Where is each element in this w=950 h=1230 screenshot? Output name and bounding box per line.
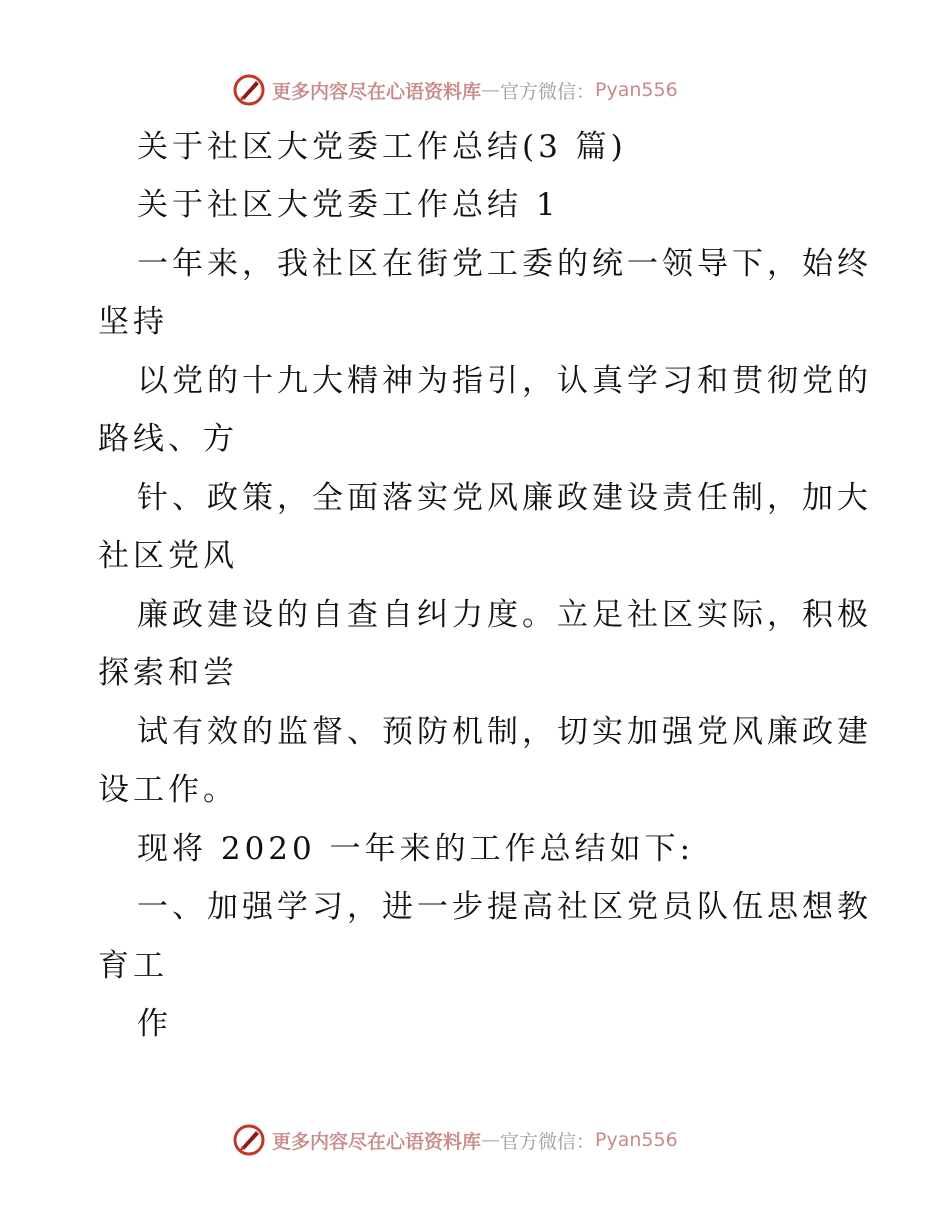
watermark-wechat-label: 官方微信： [500, 80, 596, 103]
document-title: 关于社区大党委工作总结(3 篇) [137, 129, 627, 165]
watermark-main-text: 更多内容尽在心语资料库 [272, 1130, 482, 1153]
paragraph-line: 一、加强学习，进一步提高社区党员队伍思想教 [137, 889, 872, 925]
paragraph-line: 一年来，我社区在街党工委的统一领导下，始终 [137, 246, 872, 282]
paragraph-line: 试有效的监督、预防机制，切实加强党风廉政建 [137, 714, 872, 750]
watermark-separator: — [481, 1129, 501, 1151]
watermark-wechat-label: 官方微信： [500, 1130, 596, 1153]
header-watermark [232, 70, 678, 110]
paragraph-line: 育工 [98, 948, 168, 984]
quill-logo-icon [232, 73, 266, 107]
paragraph-line: 以党的十九大精神为指引，认真学习和贯彻党的 [137, 363, 872, 399]
paragraph-line: 现将 2020 一年来的工作总结如下: [137, 831, 695, 867]
paragraph-line: 作 [137, 1006, 172, 1042]
footer-watermark [232, 1120, 678, 1160]
quill-logo-icon [232, 1123, 266, 1157]
watermark-wechat-id: Pyan556 [595, 1129, 678, 1151]
paragraph-line: 社区党风 [98, 538, 238, 574]
section-heading: 关于社区大党委工作总结 1 [137, 187, 560, 223]
paragraph-line: 坚持 [98, 304, 168, 340]
paragraph-line: 廉政建设的自查自纠力度。立足社区实际，积极 [137, 597, 872, 633]
watermark-separator: — [481, 79, 501, 101]
watermark-wechat-id: Pyan556 [595, 79, 678, 101]
paragraph-line: 针、政策，全面落实党风廉政建设责任制，加大 [137, 480, 872, 516]
paragraph-line: 路线、方 [98, 421, 238, 457]
paragraph-line: 设工作。 [98, 772, 238, 808]
watermark-main-text: 更多内容尽在心语资料库 [272, 80, 482, 103]
paragraph-line: 探索和尝 [98, 655, 238, 691]
